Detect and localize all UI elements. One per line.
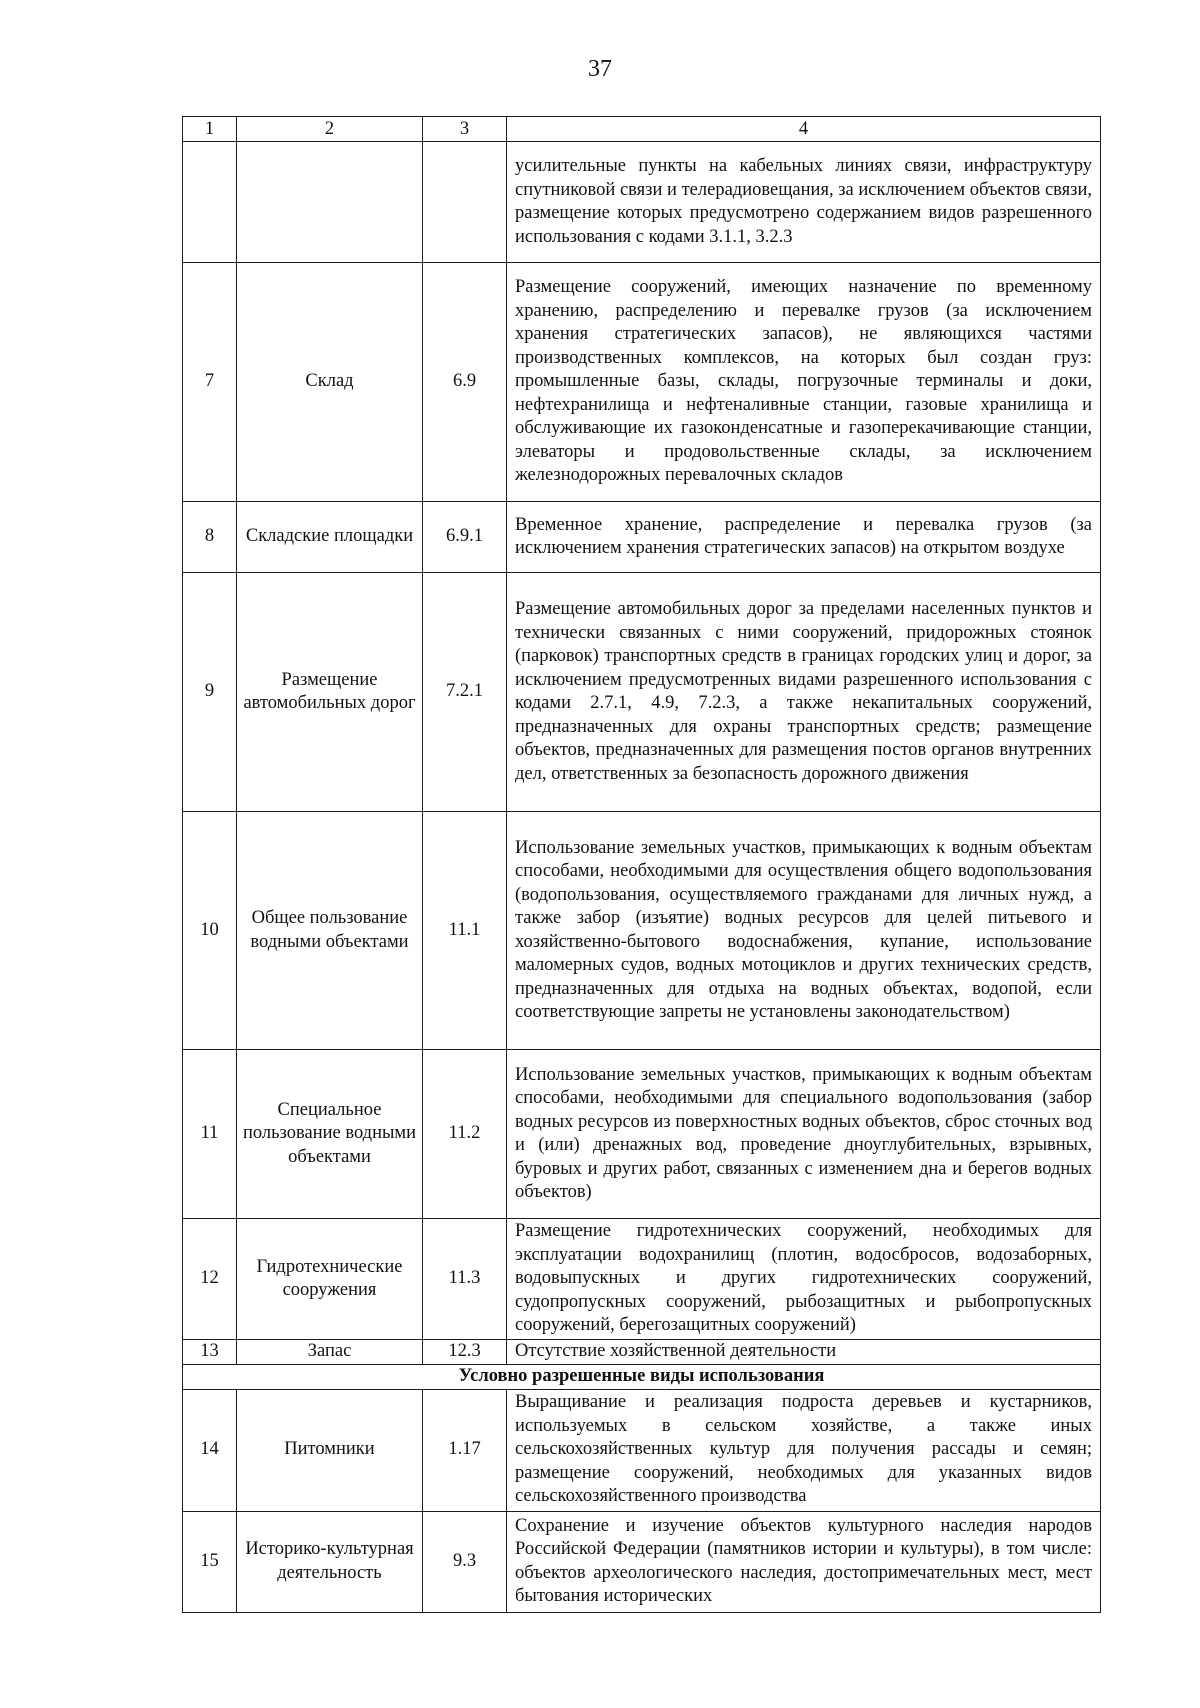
table-row [183,1219,1101,1340]
row-number: 10 [183,812,237,1050]
row-name: Историко-культурная деятельность [237,1511,423,1612]
row-name: Складские площадки [237,502,423,573]
table-header-row [183,117,1101,142]
row-name: Запас [237,1340,423,1365]
row-number: 13 [183,1340,237,1365]
section-heading-row [183,1365,1101,1390]
row-code: 6.9.1 [423,502,507,573]
header-col-2: 2 [237,117,423,142]
row-description: Использование земельных участков, примыкающих к водным объектам способами, необходимыми для осуществления общего водопользования (водопользования, осуществляемого гражданами для личных нужд, а также забор (изъятие) водных ресурсов для целей питьевого и хозяйственно-бытового водоснабжения, купание, использование маломерных судов, водных мотоциклов и других технических средств, предназначенных для отдыха на водных объектах, водопой, если соответствующие запреты не установлены законодательством) [507,812,1101,1050]
row-code: 11.3 [423,1219,507,1340]
header-col-1: 1 [183,117,237,142]
row-name: Питомники [237,1389,423,1511]
row-code [423,142,507,263]
row-code: 1.17 [423,1389,507,1511]
table-row [183,1050,1101,1219]
row-code: 12.3 [423,1340,507,1365]
table-row [183,1389,1101,1511]
row-number: 7 [183,263,237,502]
row-code: 11.1 [423,812,507,1050]
row-number: 8 [183,502,237,573]
row-number [183,142,237,263]
row-description: Выращивание и реализация подроста деревьев и кустарников, используемых в сельском хозяйстве, а также иных сельскохозяйственных культур для получения рассады и семян; размещение сооружений, необходимых для указанных видов сельскохозяйственного производства [507,1389,1101,1511]
row-description: Временное хранение, распределение и перевалка грузов (за исключением хранения стратегических запасов) на открытом воздухе [507,502,1101,573]
land-use-table [182,116,1101,1613]
row-description: усилительные пункты на кабельных линиях связи, инфраструктуру спутниковой связи и телерадиовещания, за исключением объектов связи, размещение которых предусмотрено содержанием видов разрешенного использования с кодами 3.1.1, 3.2.3 [507,142,1101,263]
row-description: Отсутствие хозяйственной деятельности [507,1340,1101,1365]
table-row [183,142,1101,263]
page-number: 37 [588,56,612,82]
row-number: 11 [183,1050,237,1219]
table-row [183,502,1101,573]
table-row [183,263,1101,502]
row-code: 9.3 [423,1511,507,1612]
section-heading: Условно разрешенные виды использования [183,1365,1101,1390]
header-col-3: 3 [423,117,507,142]
row-number: 14 [183,1389,237,1511]
row-name [237,142,423,263]
row-name: Склад [237,263,423,502]
row-code: 7.2.1 [423,573,507,812]
row-number: 12 [183,1219,237,1340]
row-number: 15 [183,1511,237,1612]
row-name: Гидротехнические сооружения [237,1219,423,1340]
table-row [183,1511,1101,1612]
row-description: Размещение сооружений, имеющих назначение по временному хранению, распределению и перевалке грузов (за исключением хранения стратегических запасов), не являющихся частями производственных комплексов, на которых был создан груз: промышленные базы, склады, погрузочные терминалы и доки, нефтехранилища и нефтеналивные станции, газовые хранилища и обслуживающие их газоконденсатные и газоперекачивающие станции, элеваторы и продовольственные склады, за исключением железнодорожных перевалочных складов [507,263,1101,502]
row-description: Использование земельных участков, примыкающих к водным объектам способами, необходимыми для специального водопользования (забор водных ресурсов из поверхностных водных объектов, сброс сточных вод и (или) дренажных вод, проведение дноуглубительных, взрывных, буровых и других работ, связанных с изменением дна и берегов водных объектов) [507,1050,1101,1219]
table-row [183,812,1101,1050]
table-row [183,573,1101,812]
row-code: 6.9 [423,263,507,502]
row-name: Размещение автомобильных дорог [237,573,423,812]
row-name: Специальное пользование водными объектами [237,1050,423,1219]
row-number: 9 [183,573,237,812]
row-description: Сохранение и изучение объектов культурного наследия народов Российской Федерации (памятников истории и культуры), в том числе: объектов археологического наследия, достопримечательных мест, мест бытования исторических [507,1511,1101,1612]
row-description: Размещение гидротехнических сооружений, необходимых для эксплуатации водохранилищ (плотин, водосбросов, водозаборных, водовыпускных и других гидротехнических сооружений, судопропускных сооружений, рыбозащитных и рыбопропускных сооружений, берегозащитных сооружений) [507,1219,1101,1340]
row-name: Общее пользование водными объектами [237,812,423,1050]
table-row [183,1340,1101,1365]
row-description: Размещение автомобильных дорог за пределами населенных пунктов и технически связанных с ними сооружений, придорожных стоянок (парковок) транспортных средств в границах городских улиц и дорог, за исключением предусмотренных видами разрешенного использования с кодами 2.7.1, 4.9, 7.2.3, а также некапитальных сооружений, предназначенных для охраны транспортных средств; размещение объектов, предназначенных для размещения постов органов внутренних дел, ответственных за безопасность дорожного движения [507,573,1101,812]
header-col-4: 4 [507,117,1101,142]
row-code: 11.2 [423,1050,507,1219]
